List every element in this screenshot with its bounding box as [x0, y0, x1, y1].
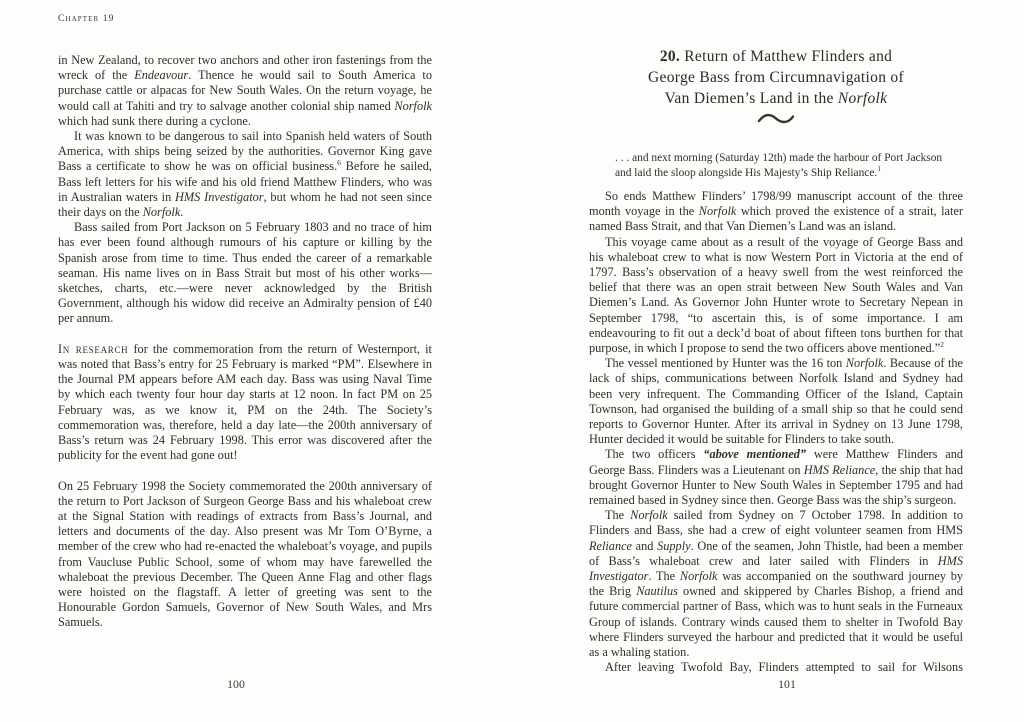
- text-run: So ends Matthew Flinders’ 1798/99 manuscript account of the three month voyage in the: [589, 189, 963, 219]
- paragraph: [58, 129, 432, 220]
- text-run: .: [180, 205, 184, 220]
- text-run: Endeavour: [134, 68, 189, 83]
- paragraph: [589, 660, 963, 675]
- text-run: for the commemoration from the return of Westernport, it was noted that Bass’s entry for 25 February is marked “PM”. Elsewhere in the Journal PM appears before AM each day. Bass was using Naval Time by which each twenty four hour day starts at 12 noon. In fact PM on 25 February was, as we know it, PM on the 24th. The Society’s commemoration was, therefore, held a day late—the 200th anniversary of Bass’s return was 24 February 1998. This error was discovered after the publicity for the event had gone out!: [58, 341, 432, 463]
- paragraph: [58, 479, 432, 631]
- text-run: This voyage came about as a result of the voyage of George Bass and his whaleboat crew to what is now Western Port in Victoria at the end of 1797. Bass’s observation of a heavy swell from the west reinforced the belief that there was an open strait between New South Wales and Van Diemen’s Land. As Governor John Hunter wrote to Secretary Nepean in September 1798, “to ascertain this, is of some importance. I am endeavouring to fit out a deck’d boat of about fifteen tons burthen for that purpose, in which I propose to send the two officers above mentioned.”: [589, 234, 963, 356]
- text-run: and laid the sloop alongside His Majesty’s Ship Reliance.: [615, 166, 878, 179]
- paragraph: [589, 356, 963, 447]
- text-run: Before he sailed, Bass left letters for his wife and his old friend Matthew Flinders, who was in Australian waters in: [58, 159, 432, 204]
- text-run: Reliance: [589, 538, 633, 553]
- paragraph: [58, 220, 432, 326]
- text-run: HMS Reliance: [803, 462, 876, 477]
- running-header: Chapter 19: [58, 14, 115, 24]
- left-page: [58, 0, 432, 722]
- text-run: “above mentioned”: [703, 447, 807, 462]
- text-run: was accompanied on the southward journey by the Brig: [589, 569, 964, 599]
- text-run: . Because of the lack of ships, communications between Norfolk Island and Sydney had been very infrequent. The Commanding Officer of the Island, Captain Townson, had organised the building of a small ship so that he could send reports to Governor Hunter. After its arrival in Sydney on 13 June 1798, Hunter decided it would be suitable for Flinders to take south.: [589, 356, 963, 447]
- text-run: in New Zealand, to recover two anchors and other iron fastenings from the wreck of the: [58, 53, 432, 83]
- text-run: which had sunk there during a cyclone.: [58, 113, 251, 128]
- paragraph: [615, 151, 963, 166]
- left-page-body: [58, 53, 432, 631]
- text-run: After leaving Twofold Bay, Flinders attempted to sail for Wilsons: [605, 660, 963, 675]
- text-run: Norfolk: [630, 508, 668, 523]
- text-run: were Matthew Flinders and George Bass. Flinders was a Lieutenant on: [589, 447, 963, 477]
- footnote-reference: 1: [877, 163, 882, 173]
- paragraph: [589, 88, 963, 109]
- text-run: sailed from Sydney on 7 October 1798. In addition to Flinders and Bass, she had a crew of eight volunteer seamen from HMS: [589, 508, 963, 538]
- text-run: It was known to be dangerous to sail into Spanish held waters of South America, with ships being seized by the authorities. Governor King gave Bass a certificate to show he was on official business.: [58, 129, 432, 174]
- paragraph: [589, 189, 963, 235]
- footnote-reference: 2: [940, 339, 944, 349]
- text-run: Norfolk: [837, 90, 888, 107]
- text-run: Van Diemen’s Land in the: [664, 90, 838, 107]
- text-run: Norfolk: [142, 205, 181, 220]
- swung-dash-ornament-icon: [589, 112, 963, 131]
- paragraph: [615, 163, 963, 181]
- text-run: HMS Investigator: [589, 553, 963, 584]
- text-run: Norfolk: [394, 98, 432, 113]
- paragraph: [589, 46, 963, 67]
- text-run: Bass sailed from Port Jackson on 5 February 1803 and no trace of him has ever been found although rumours of his capture or killing by the Spanish arose from time to time. Thus ended the career of a remarkable seaman. His name lives on in Bass Strait but most of his other works—sketches, charts, etc.—were never acknowledged by the British Government, although his widow did receive an Admiralty pension of £40 per annum.: [58, 220, 432, 326]
- text-run: , but whom he had not seen since their days on the: [58, 189, 432, 220]
- paragraph: [589, 67, 963, 88]
- paragraph: [589, 447, 963, 508]
- text-run: . One of the seamen, John Thistle, had been a member of Bass’s whaleboat crew and later sailed with Flinders in: [589, 538, 963, 568]
- text-run: . . . and next morning (Saturday 12th) made the harbour of Port Jackson: [615, 152, 943, 164]
- page-number-left: 100: [227, 677, 245, 691]
- paragraph: [589, 508, 963, 660]
- text-run: Norfolk: [845, 356, 884, 371]
- text-run: . Thence he would sail to South America to purchase cattle or alpacas for New South Wales. On the return voyage, he would call at Tahiti and try to salvage another colonial ship named: [58, 68, 432, 113]
- text-run: 20.: [659, 48, 681, 65]
- text-run: Norfolk: [698, 204, 737, 219]
- text-run: HMS Investigator: [175, 189, 264, 204]
- right-page-body: [589, 189, 963, 676]
- text-run: George Bass from Circumnavigation of: [648, 69, 904, 86]
- text-run: The two officers: [605, 447, 704, 462]
- page-number-right: 101: [778, 677, 796, 691]
- right-page: [589, 0, 963, 722]
- paragraph: [589, 235, 963, 357]
- opening-quote: [615, 151, 963, 180]
- footnote-reference: 6: [337, 158, 341, 168]
- text-run: Norfolk: [679, 569, 718, 584]
- text-run: In research: [58, 341, 129, 356]
- text-run: which proved the existence of a strait, later named Bass Strait, and that Van Diemen’s Land was an island.: [589, 204, 963, 234]
- text-run: The vessel mentioned by Hunter was the 16 ton: [605, 356, 846, 371]
- text-run: Nautilus: [636, 584, 678, 599]
- text-run: and: [632, 538, 658, 553]
- text-run: The: [605, 508, 631, 523]
- text-run: . The: [648, 569, 680, 584]
- chapter-title: [589, 46, 963, 109]
- text-run: owned and skippered by Charles Bishop, a friend and future commercial partner of Bass, which was to hunt seals in the Furneaux Group of islands. Contrary winds caused them to shelter in Twofold Bay where Flinders surveyed the harbour and predicted that it would be useful as a whaling station.: [589, 584, 963, 660]
- text-run: Return of Matthew Flinders and: [680, 48, 893, 65]
- text-run: , the ship that had brought Governor Hunter to New South Wales in September 1795 and had remained based in Sydney since then. George Bass was the ship’s surgeon.: [589, 462, 963, 508]
- text-run: On 25 February 1998 the Society commemorated the 200th anniversary of the return to Port Jackson of Surgeon George Bass and his whaleboat crew at the Signal Station with readings of extracts from Bass’s Journal, and letters and documents of the day. Also present was Mr Tom O’Byrne, a member of the crew who had re-enacted the whaleboat’s voyage, and pupils from Vaucluse Public School, some of whom may have farewelled the whaleboat the previous December. The Queen Anne Flag and other flags were hoisted on the flagstaff. A letter of greeting was sent to the Honourable Gordon Samuels, Governor of New South Wales, and Mrs Samuels.: [58, 478, 432, 630]
- paragraph: [58, 53, 432, 129]
- text-run: Supply: [657, 538, 691, 553]
- paragraph: [58, 342, 432, 464]
